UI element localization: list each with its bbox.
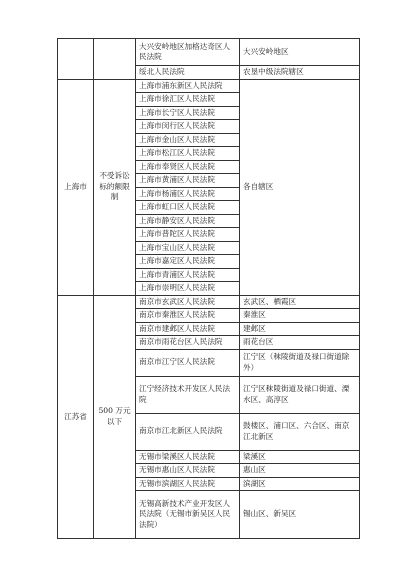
court-name: 南京市江北新区人民法院 [136,413,240,450]
jurisdiction-region: 滨湖区 [240,477,360,491]
jurisdiction-region: 农垦中级法院辖区 [240,66,360,80]
court-name: 上海市宝山区人民法院 [136,241,240,255]
court-name: 南京市雨花台区人民法院 [136,336,240,350]
court-name: 无锡高新技术产业开发区人民法院（无锡市新吴区人民法院） [136,491,240,539]
table-row [58,39,360,66]
court-name: 上海市奉贤区人民法院 [136,160,240,174]
court-name: 无锡市惠山区人民法院 [136,464,240,478]
jurisdiction-region: 江宁区（秣陵街道及禄口街道除外） [240,349,360,376]
court-name: 上海市嘉定区人民法院 [136,255,240,269]
court-name: 上海市闵行区人民法院 [136,120,240,134]
jurisdiction-region: 锡山区、新吴区 [240,491,360,539]
jurisdiction-region: 鼓楼区、浦口区、六合区、南京江北新区 [240,413,360,450]
court-name: 上海市金山区人民法院 [136,133,240,147]
court-name: 上海市普陀区人民法院 [136,228,240,242]
court-name: 上海市松江区人民法院 [136,147,240,161]
court-name: 南京市秦淮区人民法院 [136,309,240,323]
court-name: 上海市徐汇区人民法院 [136,93,240,107]
jurisdiction-region: 梁溪区 [240,450,360,464]
jurisdiction-region: 建邺区 [240,322,360,336]
court-name: 南京市建邺区人民法院 [136,322,240,336]
court-name: 上海市浦东新区人民法院 [136,79,240,93]
province-cell-empty [58,39,94,80]
court-name: 上海市长宁区人民法院 [136,106,240,120]
amount-limit: 500 万元以下 [94,295,136,539]
province-name: 上海市 [58,79,94,295]
jurisdiction-region: 大兴安岭地区 [240,39,360,66]
jurisdiction-region: 雨花台区 [240,336,360,350]
court-name: 上海市崇明区人民法院 [136,282,240,296]
jurisdiction-region: 江宁区秣陵街道及禄口街道、溧水区、高淳区 [240,376,360,413]
court-name: 江宁经济技术开发区人民法院 [136,376,240,413]
court-name: 上海市杨浦区人民法院 [136,187,240,201]
limit-cell-empty [94,39,136,80]
court-name: 南京市玄武区人民法院 [136,295,240,309]
court-name: 上海市青浦区人民法院 [136,268,240,282]
court-name: 无锡市梁溪区人民法院 [136,450,240,464]
court-name: 绥北人民法院 [136,66,240,80]
province-name: 江苏省 [58,295,94,539]
jurisdiction-region: 惠山区 [240,464,360,478]
court-name: 上海市虹口区人民法院 [136,201,240,215]
amount-limit: 不受诉讼标的额限制 [94,79,136,295]
court-jurisdiction-table [57,38,360,539]
court-name: 南京市江宁区人民法院 [136,349,240,376]
jurisdiction-region: 各自辖区 [240,79,360,295]
table-row [58,295,360,309]
court-name: 上海市黄浦区人民法院 [136,174,240,188]
court-name: 无锡市滨湖区人民法院 [136,477,240,491]
court-name: 大兴安岭地区加格达奇区人民法院 [136,39,240,66]
jurisdiction-region: 玄武区、栖霞区 [240,295,360,309]
table-row [58,79,360,93]
court-name: 上海市静安区人民法院 [136,214,240,228]
jurisdiction-region: 秦淮区 [240,309,360,323]
